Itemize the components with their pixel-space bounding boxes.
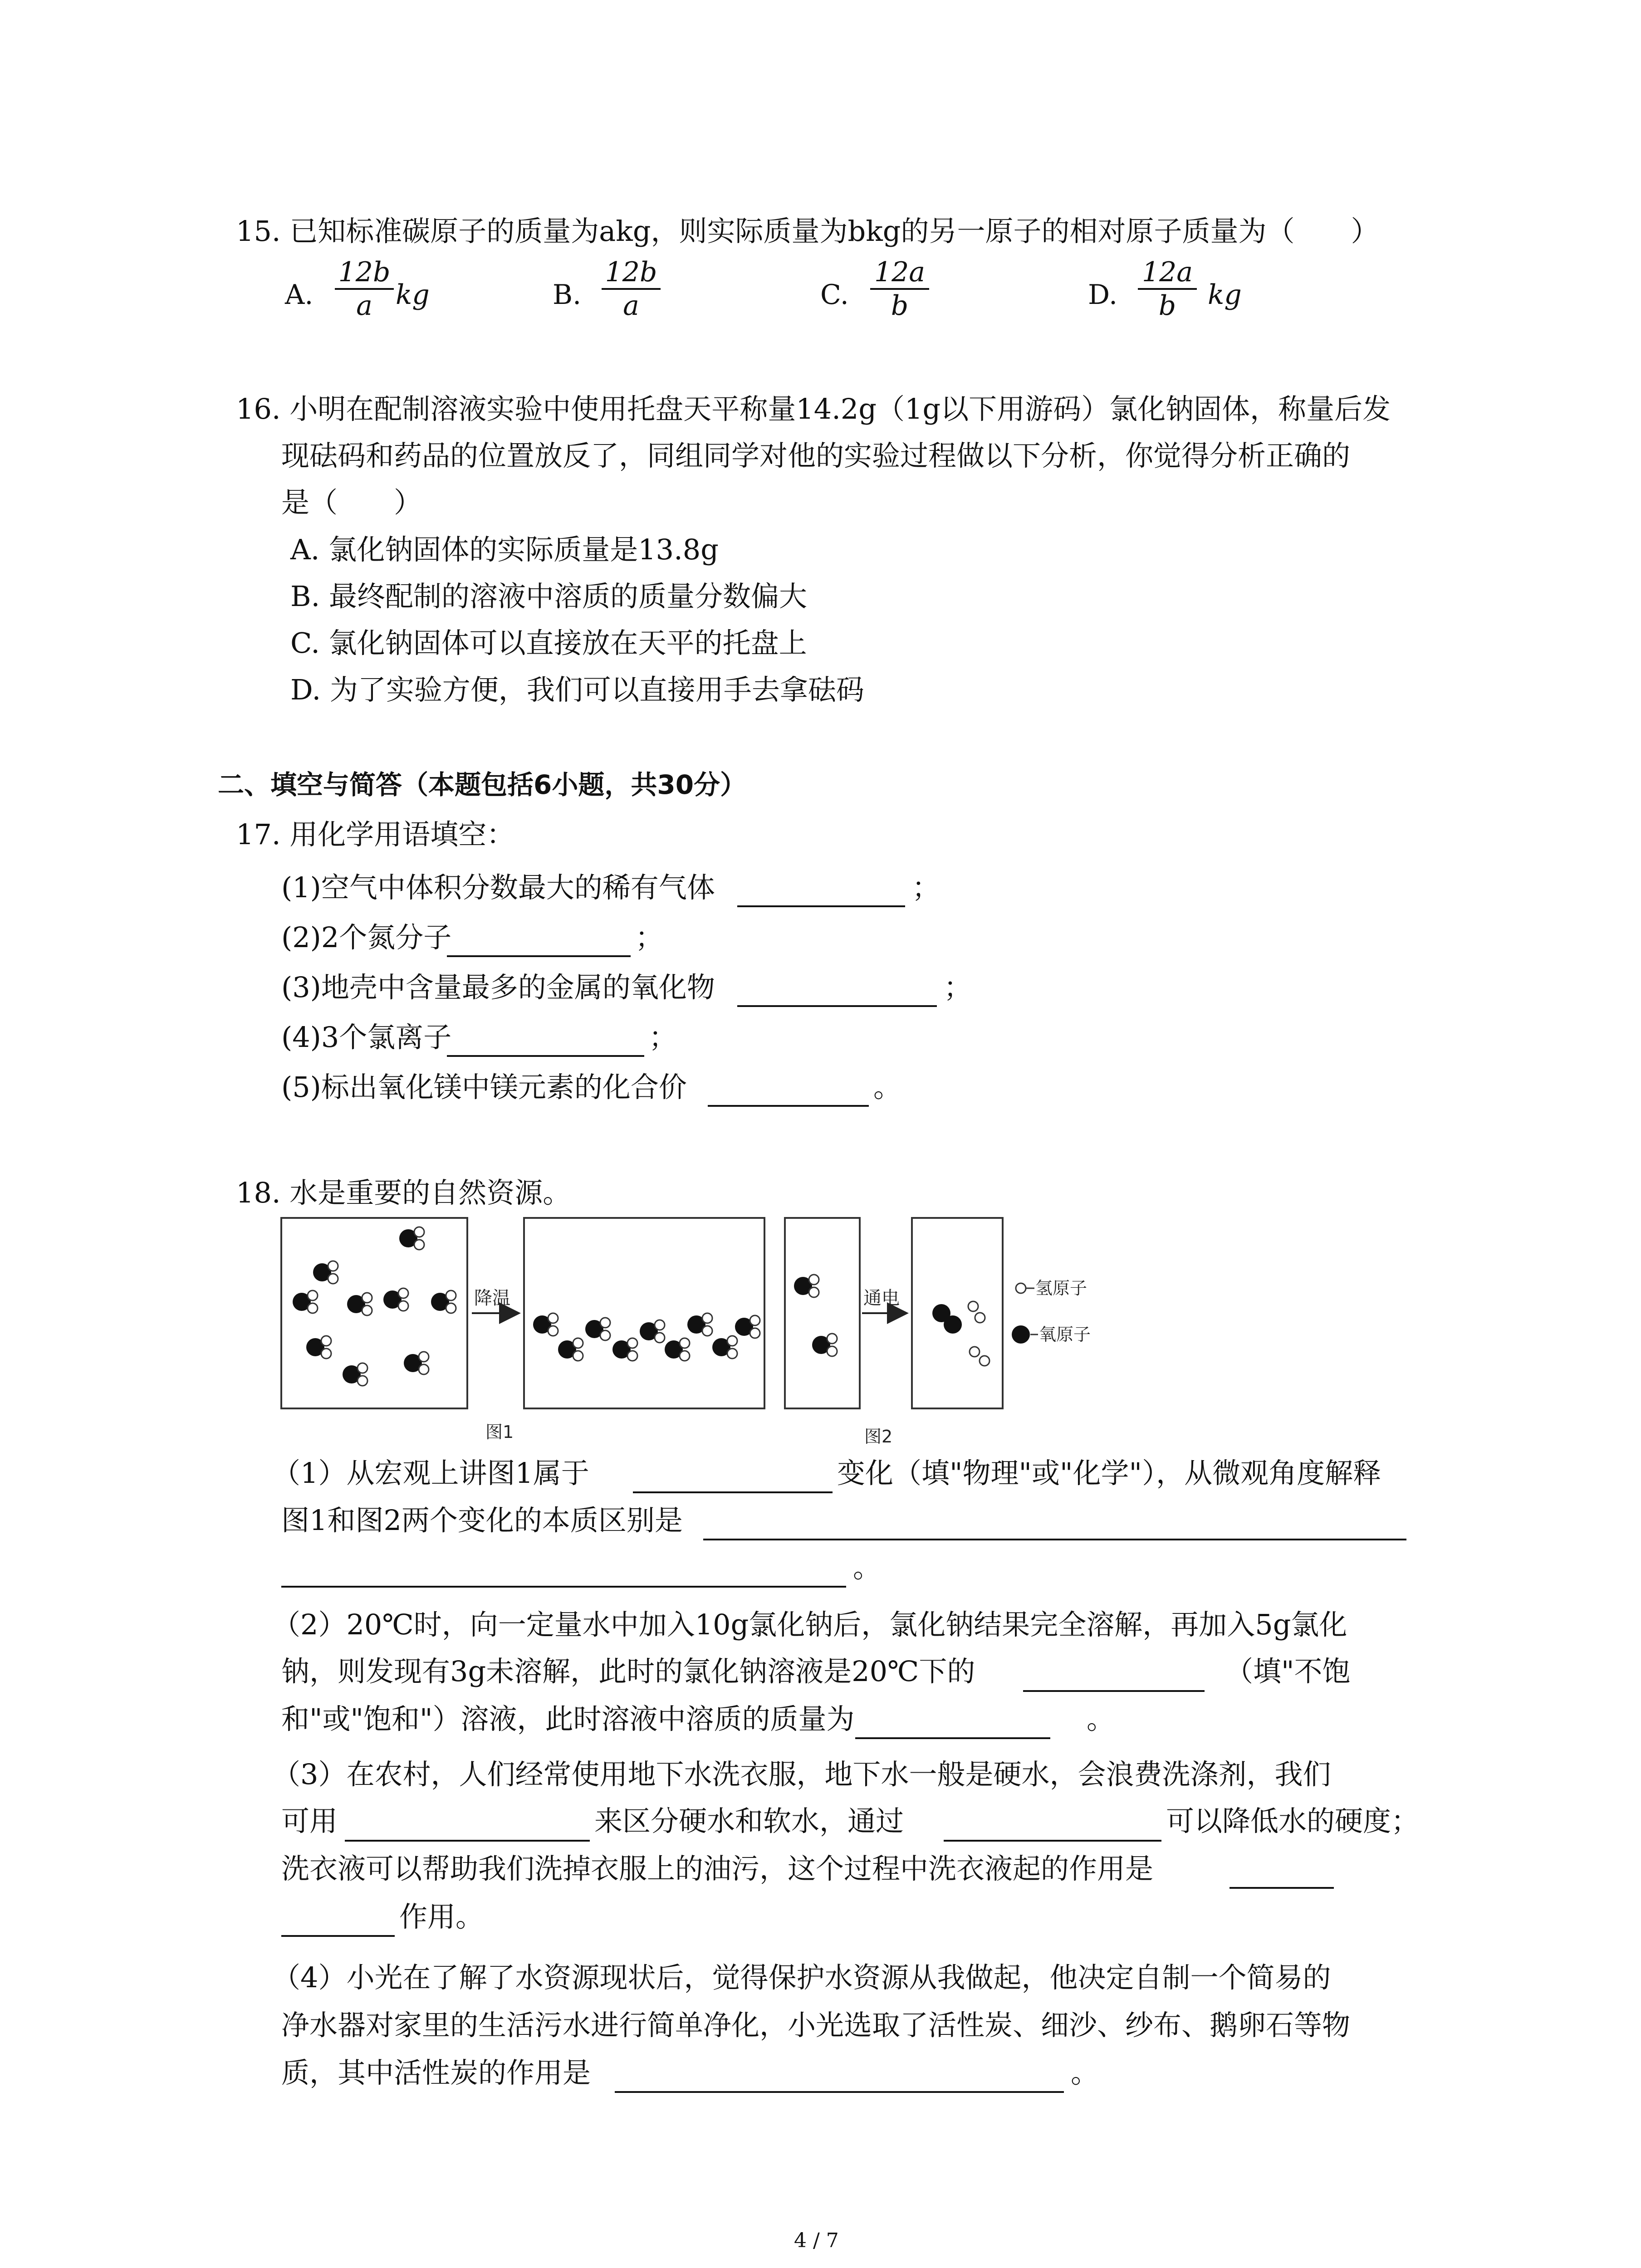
- figure2-box-before: [785, 1218, 860, 1408]
- q18-p4-line-1: （4）小光在了解了水资源现状后，觉得保护水资源从我做起，他决定自制一个简易的: [272, 1961, 1331, 1994]
- q17-item-5-blank[interactable]: [708, 1105, 869, 1107]
- q17-stem: 17. 用化学用语填空：: [236, 818, 515, 851]
- q15-option-d-denominator: b: [1138, 288, 1197, 322]
- q16-option-c: C. 氯化钠固体可以直接放在天平的托盘上: [290, 626, 807, 660]
- q18-p4-line-3: 质，其中活性炭的作用是: [281, 2056, 591, 2089]
- oxygen-atom-legend-icon: [1012, 1325, 1030, 1344]
- q17-item-1-blank[interactable]: [737, 905, 905, 907]
- q18-p3-blank-1[interactable]: [345, 1840, 590, 1842]
- q18-p2-line-1: （2）20℃时，向一定量水中加入10g氯化钠后，氯化钠结果完全溶解，再加入5g氯化: [272, 1608, 1347, 1641]
- q15-option-c-label: C.: [820, 279, 849, 311]
- q15-option-d-numerator: 12a: [1141, 256, 1193, 288]
- hydrogen-atom-legend-icon: [1016, 1283, 1026, 1293]
- section-heading: 二、填空与简答（本题包括6小题，共30分）: [218, 769, 747, 800]
- q15-option-c-denominator: b: [870, 288, 929, 322]
- q15-option-c-fraction: [870, 256, 929, 322]
- q16-option-b: B. 最终配制的溶液中溶质的质量分数偏大: [290, 580, 807, 613]
- q17-item-1: (1)空气中体积分数最大的稀有气体: [281, 871, 715, 904]
- q16-option-a: A. 氯化钠固体的实际质量是13.8g: [290, 533, 719, 566]
- q18-p2-line-2-tail: （填"不饱: [1225, 1655, 1351, 1688]
- q17-item-4-end: ；: [649, 1021, 677, 1054]
- hydrogen-atom-legend-label: 氢原子: [1035, 1278, 1087, 1298]
- q18-p1-middle: 变化（填"物理"或"化学"），从微观角度解释: [837, 1457, 1381, 1490]
- q18-p4-line-2: 净水器对家里的生活污水进行简单净化，小光选取了活性炭、细沙、纱布、鹅卵石等物: [281, 2009, 1351, 2042]
- q15-option-a-denominator: a: [335, 288, 394, 322]
- q17-item-3: (3)地壳中含量最多的金属的氧化物: [281, 971, 715, 1004]
- q18-p1-blank-1[interactable]: [633, 1491, 833, 1493]
- oxygen-atom-legend-label: 氧原子: [1039, 1325, 1091, 1344]
- q15-option-a-unit: kg: [396, 279, 430, 311]
- q18-p3-blank-2[interactable]: [944, 1840, 1161, 1842]
- q18-p1-end: 。: [853, 1551, 882, 1584]
- q18-p4-blank[interactable]: [615, 2091, 1064, 2093]
- q17-item-2: (2)2个氮分子: [281, 921, 452, 954]
- q18-p3-line-4: 作用。: [399, 1900, 484, 1933]
- q18-p1-prefix: （1）从宏观上讲图1属于: [272, 1457, 589, 1490]
- cooling-label: 降温: [474, 1288, 510, 1309]
- figure2-box-after: [912, 1218, 1003, 1408]
- q16-option-d: D. 为了实验方便，我们可以直接用手去拿砝码: [290, 673, 864, 706]
- q18-p1-blank-2b[interactable]: [281, 1586, 846, 1588]
- q18-p2-blank-1[interactable]: [1023, 1690, 1205, 1692]
- q15-option-b-fraction: [602, 256, 661, 322]
- q18-p2-end: 。: [1087, 1702, 1115, 1735]
- q18-p3-blank-3b[interactable]: [281, 1935, 395, 1937]
- q17-item-2-blank[interactable]: [447, 955, 631, 957]
- q15-option-d-fraction: [1138, 256, 1197, 322]
- q18-p2-line-2: 钠，则发现有3g未溶解，此时的氯化钠溶液是20℃下的: [281, 1655, 975, 1688]
- q16-stem-line-2: 现砝码和药品的位置放反了，同组同学对他的实验过程做以下分析，你觉得分析正确的: [281, 439, 1351, 472]
- q18-p3-line-2b: 来区分硬水和软水，通过: [594, 1804, 904, 1838]
- q15-option-a-label: A.: [285, 279, 314, 311]
- q17-item-3-end: ；: [944, 971, 972, 1004]
- q15-option-b-label: B.: [553, 279, 582, 311]
- q18-stem: 18. 水是重要的自然资源。: [236, 1176, 571, 1209]
- q18-p4-end: 。: [1071, 2056, 1099, 2089]
- q17-item-4-blank[interactable]: [447, 1055, 644, 1057]
- q18-p3-line-2c: 可以降低水的硬度；: [1166, 1804, 1420, 1838]
- q18-p1-second-line: 图1和图2两个变化的本质区别是: [281, 1504, 683, 1537]
- q18-p3-line-1: （3）在农村，人们经常使用地下水洗衣服，地下水一般是硬水，会浪费洗涤剂，我们: [272, 1758, 1331, 1791]
- q16-stem-line-1: 16. 小明在配制溶液实验中使用托盘天平称量14.2g（1g以下用游码）氯化钠固体，称量后发: [236, 392, 1391, 425]
- q15-option-d-label: D.: [1088, 279, 1118, 311]
- page-number: 4 / 7: [794, 2229, 839, 2252]
- electrolysis-label: 通电: [863, 1288, 900, 1309]
- figure1-box-before: [281, 1218, 467, 1408]
- q18-p3-line-3: 洗衣液可以帮助我们洗掉衣服上的油污，这个过程中洗衣液起的作用是: [281, 1852, 1154, 1885]
- q18-p2-line-3: 和"或"饱和"）溶液，此时溶液中溶质的质量为: [281, 1702, 855, 1735]
- q17-item-5: (5)标出氧化镁中镁元素的化合价: [281, 1070, 687, 1104]
- q18-p1-blank-2a[interactable]: [703, 1539, 1406, 1540]
- q17-item-4: (4)3个氯离子: [281, 1021, 452, 1054]
- q15-option-a-fraction: [335, 256, 394, 322]
- q17-item-3-blank[interactable]: [737, 1005, 937, 1007]
- q15-option-d-unit: kg: [1208, 279, 1242, 311]
- figure2-caption: 图2: [864, 1427, 893, 1447]
- q15-option-b-numerator: 12b: [605, 256, 657, 288]
- q18-p3-line-2a: 可用: [281, 1804, 338, 1838]
- figure1-box-after: [524, 1218, 764, 1408]
- q15-option-a-numerator: 12b: [338, 256, 391, 288]
- q17-item-1-end: ；: [912, 871, 941, 904]
- q18-p3-blank-3a[interactable]: [1230, 1887, 1334, 1889]
- q15-option-b-denominator: a: [602, 288, 661, 322]
- figure1-caption: 图1: [485, 1422, 514, 1442]
- q15-stem: 15. 已知标准碳原子的质量为akg，则实际质量为bkg的另一原子的相对原子质量为（ ）: [236, 215, 1379, 248]
- q15-option-c-numerator: 12a: [874, 256, 926, 288]
- water-molecule-figure: [272, 1211, 1497, 1456]
- q17-item-2-end: ；: [635, 921, 664, 954]
- q17-item-5-end: 。: [873, 1070, 902, 1104]
- q18-p2-blank-2[interactable]: [855, 1737, 1050, 1739]
- q16-stem-line-3: 是（ ）: [281, 486, 422, 519]
